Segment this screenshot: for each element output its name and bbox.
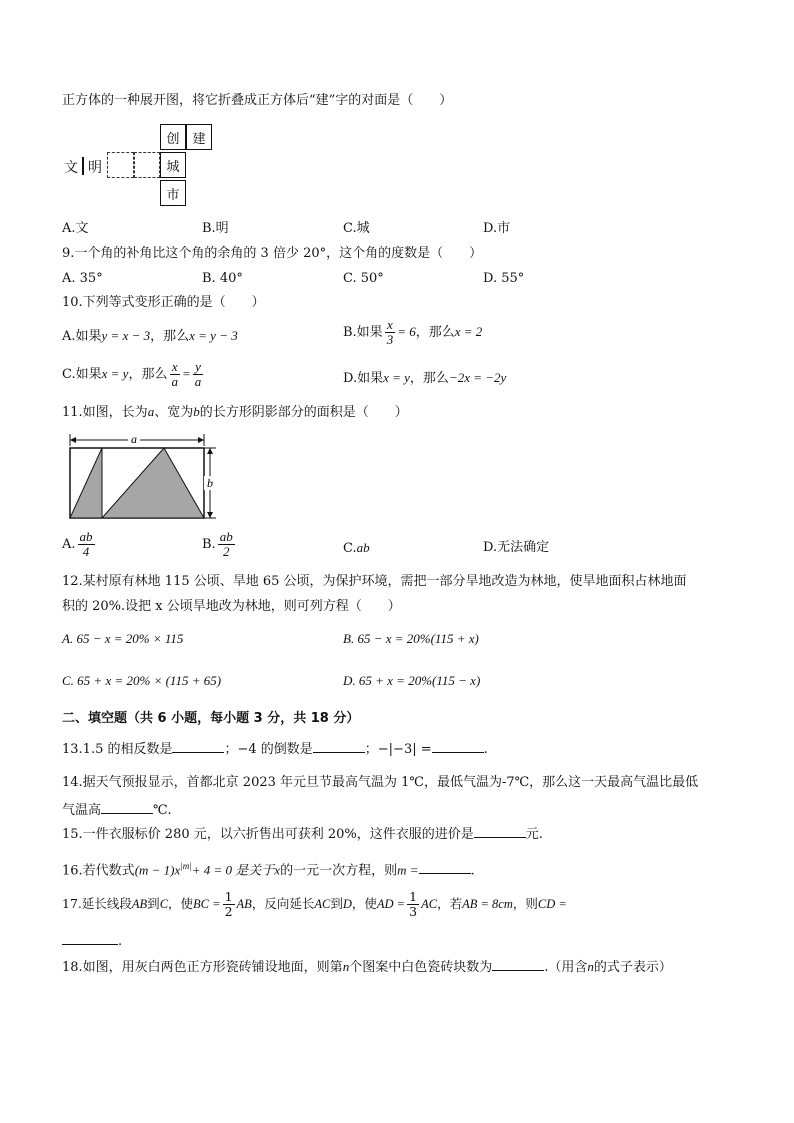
q13-blank-1[interactable] bbox=[172, 740, 224, 753]
q10-b-num: x bbox=[387, 317, 393, 332]
q13-line bbox=[62, 740, 488, 759]
q17-p3: ，使 bbox=[168, 896, 194, 911]
q17-n2: 1 bbox=[409, 889, 418, 904]
q17-c: C bbox=[159, 897, 169, 911]
q18-line bbox=[62, 958, 672, 977]
q10-a-pre: A.如果 bbox=[62, 329, 102, 344]
q12-option-c: C. 65 + x = 20% × (115 + 65) bbox=[62, 673, 222, 688]
q18-mid: 个图案中白色瓷砖块数为 bbox=[349, 960, 493, 975]
q11-b-den: 2 bbox=[222, 544, 230, 559]
q9-option-c: C. 50° bbox=[343, 271, 384, 286]
q17-d: D bbox=[342, 897, 352, 911]
q10-c-frac2 bbox=[193, 360, 204, 389]
q14-pre: 气温高 bbox=[62, 803, 102, 818]
q17-ac2: AC bbox=[421, 897, 438, 911]
q10-c-d2: a bbox=[194, 374, 202, 389]
q11-a-frac bbox=[78, 530, 95, 559]
q15-post: 元. bbox=[525, 827, 543, 842]
q15-blank[interactable] bbox=[474, 825, 526, 838]
q18-end: 的式子表示） bbox=[593, 960, 672, 975]
q11-stem bbox=[62, 403, 408, 422]
q11-option-b bbox=[202, 530, 237, 559]
q17-p7: ，若 bbox=[437, 896, 463, 911]
q10-b-frac bbox=[385, 318, 396, 347]
q8-option-c: C.城 bbox=[343, 221, 370, 236]
q10-d-math2: −2x = −2y bbox=[448, 370, 507, 385]
q11-b-frac bbox=[218, 530, 235, 559]
q18-n2: n bbox=[587, 959, 594, 974]
q10-b-den: 3 bbox=[386, 332, 394, 347]
q16-exponent: |m| bbox=[180, 861, 192, 871]
q16-post: 的一元一次方程，则 bbox=[280, 863, 398, 879]
q11-stem-b: 、宽为 bbox=[154, 405, 194, 420]
q11-b-num: ab bbox=[219, 529, 233, 544]
q16-pre: 16.若代数式 bbox=[62, 863, 135, 879]
q13-p2: ；−4 的倒数是 bbox=[224, 742, 313, 757]
q13-blank-2[interactable] bbox=[313, 740, 365, 753]
q17-cd: CD = bbox=[537, 897, 567, 911]
q11-a-num: ab bbox=[79, 529, 93, 544]
q18-n: n bbox=[342, 959, 350, 974]
q10-c-mid: ，那么 bbox=[128, 367, 168, 382]
q9-stem: 9.一个角的补角比这个角的余角的 3 倍少 20°，这个角的度数是（ ） bbox=[62, 246, 483, 261]
q17-end: . bbox=[118, 934, 123, 949]
q14-line1: 14.据天气预报显示，首都北京 2023 年元旦节最高气温为 1℃，最低气温为-7℃，那么这一天最高气温比最低 bbox=[62, 775, 699, 790]
q17-line1 bbox=[62, 890, 567, 919]
q10-c-d1: a bbox=[171, 374, 178, 389]
q10-c-math: x = y bbox=[101, 366, 129, 381]
q11-var-b: b bbox=[193, 404, 200, 419]
q10-option-b bbox=[343, 318, 482, 347]
q8-option-b: B.明 bbox=[202, 221, 229, 236]
q16-expr: (m − 1) bbox=[134, 862, 175, 878]
q11-stem-a: 11.如图，长为 bbox=[62, 405, 148, 420]
dim-a-label: a bbox=[131, 432, 137, 446]
q10-c-pre: C.如果 bbox=[62, 367, 102, 382]
q9-option-d: D. 55° bbox=[483, 271, 525, 286]
q11-option-d: D.无法确定 bbox=[483, 540, 550, 555]
rectangle-shaded-figure bbox=[62, 430, 222, 522]
net-cell-cheng: 城 bbox=[160, 152, 186, 178]
q13-p1: 13.1.5 的相反数是 bbox=[62, 742, 173, 757]
q11-b-pre: B. bbox=[202, 537, 216, 552]
q14-post: ℃. bbox=[153, 803, 172, 818]
q16-var-x2: x bbox=[274, 862, 281, 878]
q17-ab3: AB = 8cm bbox=[462, 897, 513, 911]
net-cell-blank-2 bbox=[134, 152, 160, 178]
q13-end: . bbox=[483, 742, 488, 757]
q10-b-pre: B.如果 bbox=[343, 325, 383, 340]
q18-blank[interactable] bbox=[492, 958, 544, 971]
q8-option-a: A.文 bbox=[62, 221, 89, 236]
net-label-wen: 文 bbox=[64, 160, 78, 176]
q8-option-d: D.市 bbox=[483, 221, 511, 236]
q10-option-d bbox=[343, 369, 506, 388]
q10-option-c bbox=[62, 360, 205, 389]
cube-net-figure bbox=[62, 124, 222, 210]
dim-b-arrow-top bbox=[207, 448, 213, 454]
q11-a-den: 4 bbox=[82, 544, 90, 559]
q17-d1: 2 bbox=[224, 904, 233, 919]
q16-mid: + 4 = 0 是关于 bbox=[191, 862, 275, 878]
dim-a-arrow-left bbox=[70, 437, 76, 443]
q14-blank[interactable] bbox=[101, 801, 153, 814]
q12-stem-line1: 12.某村原有林地 115 公顷、旱地 65 公顷，为保护环境，需把一部分旱地改造为林地，使旱地面积占林地面 bbox=[62, 574, 687, 589]
q11-c-math: ab bbox=[356, 540, 370, 555]
q12-option-d: D. 65 + x = 20%(115 − x) bbox=[343, 673, 481, 688]
dim-b-arrow-bottom bbox=[207, 512, 213, 518]
q17-ac: AC bbox=[314, 897, 331, 911]
q10-stem: 10.下列等式变形正确的是（ ） bbox=[62, 295, 265, 310]
q10-c-n1: x bbox=[171, 359, 178, 374]
q10-c-n2: y bbox=[195, 359, 201, 374]
q17-d2: 3 bbox=[409, 904, 418, 919]
q10-option-a bbox=[62, 327, 238, 346]
net-divider bbox=[82, 157, 84, 175]
net-label-ming: 明 bbox=[88, 160, 102, 176]
q17-n1: 1 bbox=[224, 889, 233, 904]
q10-b-math2: x = 2 bbox=[454, 324, 483, 339]
q11-var-a: a bbox=[147, 404, 155, 419]
section-fill-in-heading: 二、填空题（共 6 小题，每小题 3 分，共 18 分） bbox=[62, 711, 360, 726]
q10-b-eq: = 6 bbox=[397, 324, 416, 339]
q12-option-b: B. 65 − x = 20%(115 + x) bbox=[343, 631, 479, 646]
q16-m: m = bbox=[397, 862, 419, 878]
q17-bc: BC = bbox=[193, 897, 221, 911]
net-cell-jian: 建 bbox=[186, 124, 212, 150]
q17-ab: AB bbox=[131, 897, 148, 911]
q10-d-math: x = y bbox=[383, 370, 410, 385]
q15-line bbox=[62, 825, 543, 844]
q17-blank[interactable] bbox=[62, 932, 118, 945]
q18-pre: 18.如图，用灰白两色正方形瓷砖铺设地面，则第 bbox=[62, 960, 343, 975]
q10-c-frac1 bbox=[169, 360, 180, 389]
q16-var-x: x bbox=[174, 862, 181, 878]
q17-line2 bbox=[62, 932, 122, 951]
q9-option-a: A. 35° bbox=[62, 271, 103, 286]
q10-d-pre: D.如果 bbox=[343, 371, 384, 386]
dim-b-label: b bbox=[207, 476, 213, 490]
q10-a-math: y = x − 3 bbox=[101, 328, 151, 343]
net-cell-chuang: 创 bbox=[160, 124, 186, 150]
q17-ab2: AB bbox=[236, 897, 252, 911]
q17-frac-half bbox=[223, 890, 235, 919]
q10-d-mid: ，那么 bbox=[409, 371, 449, 386]
net-cell-shi: 市 bbox=[160, 180, 186, 206]
q17-p5: 到 bbox=[330, 896, 343, 911]
q16-line bbox=[62, 857, 475, 880]
q17-p2: 到 bbox=[147, 896, 160, 911]
q16-blank[interactable] bbox=[419, 861, 471, 874]
q10-c-eq: = bbox=[181, 366, 191, 381]
q17-p6: ，使 bbox=[351, 896, 377, 911]
q14-line2 bbox=[62, 801, 172, 820]
q8-stem: 正方体的一种展开图，将它折叠成正方体后“建”字的对面是（ ） bbox=[62, 93, 453, 108]
q10-b-mid: ，那么 bbox=[415, 325, 455, 340]
q15-pre: 15.一件衣服标价 280 元，以六折售出可获利 20%，这件衣服的进价是 bbox=[62, 827, 474, 842]
dim-a-arrow-right bbox=[198, 437, 204, 443]
q11-stem-c: 的长方形阴影部分的面积是（ ） bbox=[199, 405, 408, 420]
q11-option-a bbox=[62, 530, 97, 559]
q17-ad: AD = bbox=[376, 897, 406, 911]
q11-option-c bbox=[343, 539, 370, 558]
q17-p8: ，则 bbox=[512, 896, 538, 911]
q11-a-pre: A. bbox=[62, 537, 76, 552]
q10-a-math2: x = y − 3 bbox=[189, 328, 238, 343]
q17-frac-third bbox=[407, 890, 419, 919]
q18-post: .（用含 bbox=[544, 960, 588, 975]
q16-end: . bbox=[470, 863, 475, 879]
q11-c-pre: C. bbox=[343, 541, 357, 556]
q17-p1: 17.延长线段 bbox=[62, 896, 132, 911]
q13-p3: ；−|−3| = bbox=[364, 742, 432, 757]
net-cell-blank bbox=[107, 152, 134, 178]
q13-blank-3[interactable] bbox=[432, 740, 484, 753]
q12-option-a: A. 65 − x = 20% × 115 bbox=[62, 631, 184, 646]
q12-stem-line2: 积的 20%.设把 x 公顷旱地改为林地，则可列方程（ ） bbox=[62, 599, 401, 614]
q9-option-b: B. 40° bbox=[202, 271, 243, 286]
q10-a-mid: ，那么 bbox=[150, 329, 190, 344]
q17-p4: ，反向延长 bbox=[251, 896, 315, 911]
